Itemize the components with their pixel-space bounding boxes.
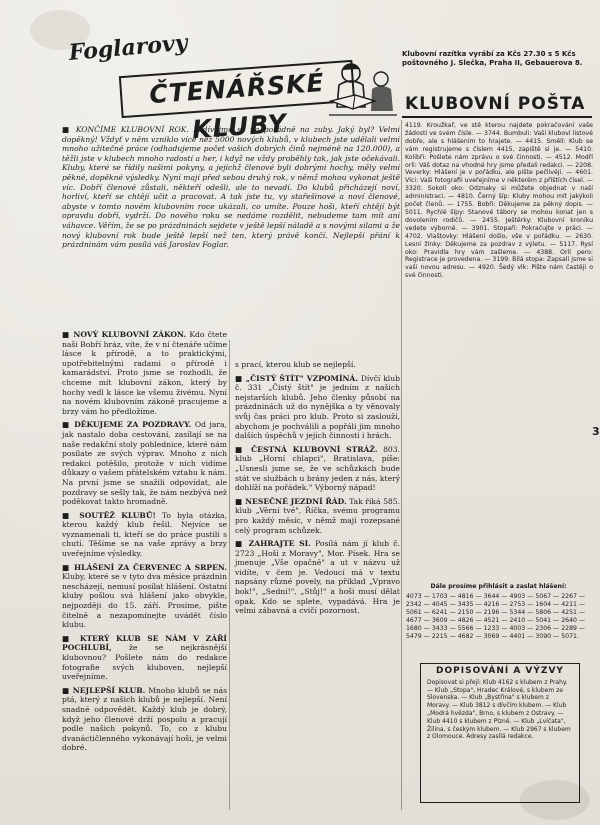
article: ■ NEJLEPŠÍ KLUB. Mnoho klubů se nás ptá, který z našich klubů je nejlepší. Není snadné odpovědět. Každý klub je dobrý, když jeho členové drží pospolu a pracují podle našich pokynů. To, co z klubu dvanáctičlenného vykonávají hoši, je velmi dobré. [62,685,227,753]
boys-reading-illustration [325,55,400,125]
masthead-foglarovy: Foglarovy [67,29,189,66]
correspondence-title: DOPISOVÁNÍ A VÝZVY [436,666,564,676]
article-text: Kluby, které se v tyto dva měsíce prázdnin nescházejí, nemusí posílat hlášení. Ostatní kluby pošlou svá hlášení jako obvykle, nejpozději do 15. září. Prosíme, pište čitelně a nezapomínejte uvádět číslo klubu. [62,572,227,630]
article-title: ZAHRAJTE SI. [248,539,311,549]
club-numbers-title: Dále prosíme přihlásit a zaslat hlášení: [430,583,567,590]
article-title: DĚKUJEME ZA POZDRAVY. [74,420,192,430]
masthead-banner [119,60,355,145]
title-rule [402,116,592,118]
article-text: Od jara, jak nastalo doba cestování, zasílají se na naše redakční stoly pohlednice, které nám posílate ze svých výprav. Mnoho z nich redakci potěšilo, protože v nich vidíme důkazy o vašem přátelském vztahu k nám. Na první jsme se snažili odpovídat, ale pozdravy se sešly tak, že nám nezbývá než poděkovat takto hromadně. [62,420,227,507]
article [235,360,400,370]
left-column [62,330,227,757]
article: ■ NESEČNÉ JEZDNÍ ŘÁD. Tak říká 585. klub „Věrní tvé", Říčka, svému programu pro každý měsíc, v němž mají rozepsané celý program schůzek. [235,496,400,535]
article: ■ KTERÝ KLUB SE NÁM V ZÁŘÍ POCHLUBÍ, že se nejkrásnější klubovnou? Pošlete nám do redakce fotografie svých kluboven, nejlepší uveřejníme. [62,633,227,682]
article-title: NEJLEPŠÍ KLUB. [72,685,146,695]
article-text: že se nejkrásnější klubovnou? Pošlete nám do redakce fotografie svých kluboven, nejlepší uveřejníme. [62,643,227,682]
stamp-notice: Klubovní razítka vyrábí za Kčs 27.30 s 5 Kčs poštovného J. Slečka, Praha II, Gebauerova 8. [402,50,583,67]
club-mail-column [405,122,593,284]
club-mail-text: 4119. Kroužkař, ve stě kterou najdete pokračování vaše žádosti ve svém čísle. — 3744. Bumbuli: Vaši kluboví listové dobře, ale s hlášením to hrajete. — 4415. Smělí: Klub se vám registrujeme s číslem 4415, zapiště si je. — 5410. Kolibři: Pošlete nám zprávu o své činnosti. — 4512. Modří orli: Váš dotaz na vhodné hry jsme předali redakci. — 2208. Veverky: Hlášení je v pořádku, ale pište pečlivěji. — 4601. Vlci: Vaši fotografii uveřejníme v některém z příštích čísel. — 3320. Sokolí oko: Odznaky si můžete objednat v naší administraci. — 4810. Černý šíp: Kluby mohou mít jakýkoli počet členů. — 1755. Bobři: Děkujeme za pěkný dopis. — 5011. Rychlé šípy: Stanové tábory se mohou konat jen s dovolením rodičů. — 2455. Ještěrky: Klubovní kroniku vedete výborně. — 3901. Stopaři: Pokračujte v práci. — 4702. Vlaštovky: Hlášení došlo, vše v pořádku. — 2630. Lesní žínky: Děkujeme za pozdrav z výletu. — 5117. Rysí oko: Pravidla hry vám zašleme. — 4388. Orlí pero: Registrace je provedena. — 3199. Bílá stopa: Zapsali jsme si vaši novou adresu. — 4920. Šedý vlk: Pište nám častěji o své činnosti. [405,122,593,280]
article: ■ ČESTNÁ KLUBOVNÍ STRÁŽ. 803. klub „Horní chlapci", Bratislava, píše: „Usnesli jsme se, že ve schůzkách bude stát ve službách u brány jeden z nás, který dohlíží na pořádek." Výborný nápad! [235,444,400,493]
lead-text: KONČÍME KLUBOVNÍ ROK. Podívejme se na pořádně na zuby. Jaký byl? Velmi dopěkný! Vždyť v něm vzniklo více než 5000 nových klubů, v klubech jste udělali velmi mnoho užitečné práce (odhadujeme počet vašich dobrých činů nejméně na 120.000), a těžli jste v klubech mnoho radostí a her, i když ne vždy proběhly tak, jak jste očekávali. Kluby, které se řídily našimi pokyny, a jejichž členové byli dobrými hochy, měly velmi pěkné, dopěkné výsledky. Nyní mají před sebou druhý rok, v němž mohou vykonat ještě víc. Dobří členové zůstali, někteří odešli, ale to nevadí. Do klubů přicházejí noví, horliví, kteří se chtějí učit a pracovat. A tak jste tu, vy stařešinové a noví členové, abyste v tomto novém klubovním roce ukázali, co umíte. Pouze hoši, kteří chtějí být opravdu dobří, vydrží. Do nového roku se nedáme rozdělit, nebudeme tam mít ani váhavce. Věřím, že se po prázdninách sejdete v ještě lepší náladě a s novými silami a že nový klubovní rok bude ještě lepší než ten, který právě končí. Nejlepší přání k prázdninám vám posílá váš Jaroslav Foglar. [62,125,400,250]
article-title: HLÁŠENÍ ZA ČERVENEC A SRPEN. [73,562,227,572]
masthead-title: ČTENÁŘSKÉ KLUBY [148,67,326,145]
article-text: s prací, kterou klub se nejlepší. [235,360,356,369]
article-title: NESEČNÉ JEZDNÍ ŘÁD. [245,496,347,506]
page-number: 3 [592,425,600,438]
club-numbers [406,583,591,641]
article-title: ČESTNÁ KLUBOVNÍ STRÁŽ. [251,444,378,454]
article: ■ NOVÝ KLUBOVNÍ ZÁKON. Kdo čtete naši Bobří hráz, víte, že v ní čtenáře učíme lásce k přírodě, a to praktickými, upotřebitelnými radami o přírodě i kamarádství. Proto jsme se rozhodli, že chceme mít klubovní zákon, který by hochy vedl k lásce ke všemu živému. Nyní na novém klubovním zákoně pracujeme a brzy vám ho předložíme. [62,330,227,416]
article-text: 803. klub „Horní chlapci", Bratislava, píše: „Usnesli jsme se, že ve schůzkách bude stát ve službách u brány jeden z nás, který dohlíží na pořádek." Výborný nápad! [235,444,400,493]
middle-column [235,360,400,620]
article-text: Dívčí klub č. 331 „Čistý štít" je jedním z našich nejstarších klubů. Jeho členky působí na prázdninách už do nynějška a ty věnovaly svůj čas práci pro klub. Proto si zaslouží, abychom je pochválili a popřáli jim mnoho dalších úspěchů v jejich činnosti i hrách. [235,373,400,441]
article-title: KTERÝ KLUB SE NÁM V ZÁŘÍ POCHLUBÍ, [62,633,227,653]
article-text: Kdo čtete naši Bobří hráz, víte, že v ní čtenáře učíme lásce k přírodě, a to praktickými, upotřebitelnými radami o přírodě i kamarádství. Proto jsme se rozhodli, že chceme mít klubovní zákon, který by hochy vedl k lásce ke všemu živému. Nyní na novém klubovním zákoně pracujeme a brzy vám ho předložíme. [62,330,227,416]
article: ■ „ČISTÝ ŠTÍT" VZPOMÍNÁ. Dívčí klub č. 331 „Čistý štít" je jedním z našich nejstarších klubů. Jeho členky působí na prázdninách už do nynějška a ty věnovaly svůj čas práci pro klub. Proto si zaslouží, abychom je pochválili a popřáli jim mnoho dalších úspěchů v jejich činnosti i hrách. [235,373,400,441]
correspondence-text: Dopisovat si přejí: Klub 4162 s klubem z Prahy. — Klub „Stopa", Hradec Králové, s klubem ze Slovenska. — Klub „Bystřina" s klubem z Moravy. — Klub 3812 s dívčím klubem. — Klub „Modrá hvězda", Brno, s klubem z Ostravy. — Klub 4410 s klubem z Plzně. — Klub „Lvíčata", Žilina, s českým klubem. — Klub 2967 s klubem z Olomouce. Adresy zasílá redakce. [427,678,571,741]
article-title: SOUTĚŽ KLUBŮ! [79,510,156,520]
article-title: „ČISTÝ ŠTÍT" VZPOMÍNÁ. [245,373,358,383]
club-numbers-list: 4073 — 1703 — 4816 — 3644 — 4903 — 5067 — 2267 — 2342 — 4045 — 3435 — 4216 — 2753 — 1604 — 4211 — 5061 — 6241 — 2150 — 2196 — 5344 — 5806 — 4251 — 4677 — 3609 — 4826 — 4521 — 2410 — 5041 — 2640 — 1680 — 3433 — 5566 — 1233 — 4003 — 2306 — 2289 — 5479 — 2215 — 4682 — 3069 — 4401 — 3090 — 5071. [406,593,586,640]
lead-article: ■ KONČÍME KLUBOVNÍ ROK. Podívejme se na pořádně na zuby. Jaký byl? Velmi dopěkný! Vždyť v něm vzniklo více než 5000 nových klubů, v klubech jste udělali velmi mnoho užitečné práce (odhadujeme počet vašich dobrých činů nejméně na 120.000), a těžli jste v klubech mnoho radostí a her, i když ne vždy proběhly tak, jak jste očekávali. Kluby, které se řídily našimi pokyny, a jejichž členové byli dobrými hochy, měly velmi pěkné, dopěkné výsledky. Nyní mají před sebou druhý rok, v němž mohou vykonat ještě víc. Dobří členové zůstali, někteří odešli, ale to nevadí. Do klubů přicházejí noví, horliví, kteří se chtějí učit a pracovat. A tak jste tu, vy stařešinové a noví členové, abyste v tomto novém klubovním roce ukázali, co umíte. Pouze hoši, kteří chtějí být opravdu dobří, vydrží. Do nového roku se nedáme rozdělit, nebudeme tam mít ani váhavce. Věřím, že se po prázdninách sejdete v ještě lepší náladě a s novými silami a že nový klubovní rok bude ještě lepší než ten, který právě končí. Nejlepší přání k prázdninám vám posílá váš Jaroslav Foglar. [62,125,400,250]
article: ■ SOUTĚŽ KLUBŮ! To byla otázka, kterou každý klub řešil. Nejvíce se vyznamenali ti, kteří se do práce pustili s chutí. Těšíme se na vaše zprávy a brzy uveřejníme výsledky. [62,510,227,559]
column-divider [401,120,402,810]
article-title: NOVÝ KLUBOVNÍ ZÁKON. [73,330,187,339]
klubovni-posta-title: KLUBOVNÍ POŠTA [405,94,586,114]
article: ■ HLÁŠENÍ ZA ČERVENEC A SRPEN. Kluby, které se v tyto dva měsíce prázdnin nescházejí, nemusí posílat hlášení. Ostatní kluby pošlou svá hlášení jako obvykle, nejpozději do 15. září. Prosíme, pište čitelně a nezapomínejte uvádět číslo klubu. [62,562,227,630]
article: ■ ZAHRAJTE SI. Posílá nám jí klub č. 2723 „Hoši z Moravy", Mor. Písek. Hra se jmenuje „Vše opačně" a ut v názvu už vidíte, v čem je. Vedoucí má v textu napsány různé povely, na příklad „Vpravo bok!", „Sedni!", „Stůj!" a hoši musí dělat opak. Kdo se splete, vypadává. Hra je velmi zábavná a cvičí pozornost. [235,539,400,616]
article-text: Posílá nám jí klub č. 2723 „Hoši z Moravy", Mor. Písek. Hra se jmenuje „Vše opačně" a ut v názvu už vidíte, v čem je. Vedoucí má v textu napsány různé povely, na příklad „Vpravo bok!", „Sedni!", „Stůj!" a hoši musí dělat opak. Kdo se splete, vypadává. Hra je velmi zábavná a cvičí pozornost. [235,539,400,616]
correspondence-box [420,663,580,803]
article-text: Mnoho klubů se nás ptá, který z našich klubů je nejlepší. Není snadné odpovědět. Každý klub je dobrý, když jeho členové drží pospolu a pracují podle našich pokynů. To, co z klubu dvanáctičlenného vykonávají hoši, je velmi dobré. [62,685,227,753]
article: ■ DĚKUJEME ZA POZDRAVY. Od jara, jak nastalo doba cestování, zasílají se na naše redakční stoly pohlednice, které nám posílate ze svých výprav. Mnoho z nich redakci potěšilo, protože v nich vidíme důkazy o vašem přátelském vztahu k nám. Na první jsme se snažili odpovídat, ale pozdravy se sešly tak, že nám nezbývá než poděkovat takto hromadně. [62,420,227,507]
column-divider [229,340,230,810]
article-text: Tak říká 585. klub „Věrní tvé", Říčka, svému programu pro každý měsíc, v němž mají rozepsané celý program schůzek. [235,496,400,535]
article-text: To byla otázka, kterou každý klub řešil. Nejvíce se vyznamenali ti, kteří se do práce pustili s chutí. Těšíme se na vaše zprávy a brzy uveřejníme výsledky. [62,510,227,559]
